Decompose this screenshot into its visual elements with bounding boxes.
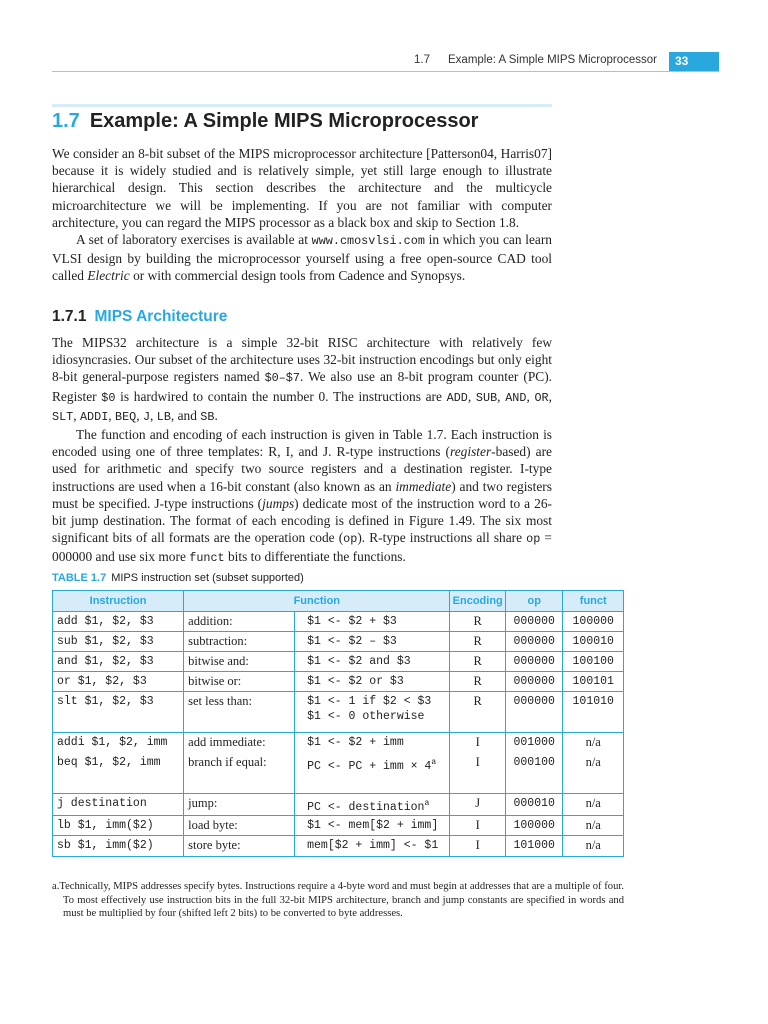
section-heading [52,110,478,133]
col-header-funct: funct [563,591,624,612]
instr-name: SB [200,409,215,424]
para3-end: . [214,407,218,423]
running-header [52,52,719,72]
op-cell: 000000 [505,692,563,733]
funct-cell: n/a [563,753,624,794]
term-register: register [450,444,492,460]
intro-text [52,145,552,285]
table-row [53,835,624,856]
sep: , [526,388,535,404]
funct-cell: n/a [563,794,624,816]
table-caption-text: MIPS instruction set (subset supported) [111,572,304,584]
register-range: $0–$7 [264,371,300,386]
instr-name: LB [156,409,171,424]
funct-cell: 100010 [563,632,624,652]
para4-c: ) and two registers must be specified. J-type instructions ( [52,478,552,511]
funct-cell: n/a [563,733,624,753]
encoding-cell: I [450,815,505,835]
op-cell: 000010 [505,794,563,816]
term-jumps: jumps [262,495,295,511]
instr-name: J [142,409,151,424]
running-header-section-title: Example: A Simple MIPS Microprocessor [448,54,657,66]
expr-cell [295,753,450,794]
table-row [53,733,624,753]
desc-cell: bitwise and: [184,652,295,672]
sep: , [136,407,143,423]
table-row [53,692,624,733]
sep: , [497,388,506,404]
section-number: 1.7 [52,110,80,132]
instr-name: SLT [52,409,74,424]
para4-d: ) dedicate most of the instruction word to a 26-bit jump destination. The format of each encoding is defined in Figure 1.49. The six most significant bits of all formats are the operation code ( [52,495,552,546]
sep: , [150,407,157,423]
sep: , [548,388,552,404]
op-cell: 000000 [505,672,563,692]
term-op: op [343,532,358,547]
expr-cell [295,794,450,816]
funct-cell: 100100 [563,652,624,672]
para2-mid: in which you can learn VLSI design by building the microprocessor yourself using a free open-source CAD tool called [52,232,552,284]
instr-name: ADD [446,390,468,405]
table-row [53,672,624,692]
table-row [53,794,624,816]
desc-cell: subtraction: [184,632,295,652]
expr-cell: $1 <- mem[$2 + imm] [295,815,450,835]
op-cell: 100000 [505,815,563,835]
table-footnote: a.Technically, MIPS addresses specify bytes. Instructions require a 4-byte word and must begin at addresses that are a multiple of four. To most effectively use instruction bits in the full 32-bit MIPS architecture, branch and jump constants are specified in words and must be multiplied by four (shifted left 2 bits) to be converted to byte addresses. [52,881,624,920]
desc-cell: jump: [184,794,295,816]
encoding-cell: R [450,652,505,672]
expr-text: PC <- PC + imm × 4 [307,759,432,773]
instr-cell: sb $1, imm($2) [53,835,184,856]
section-rule [52,104,552,107]
para3-b: . We also use an 8-bit program counter (PC). Register [52,369,552,404]
funct-cell: 101010 [563,692,624,733]
expr-cell: mem[$2 + imm] <- $1 [295,835,450,856]
funct-cell: n/a [563,815,624,835]
instr-cell: add $1, $2, $3 [53,612,184,632]
instr-cell: or $1, $2, $3 [53,672,184,692]
para4-b: -based) are used for arithmetic and specify two source registers and a destination register. I-type instructions are used when a 16-bit constant (also known as an [52,444,552,494]
para4-f: = 000000 and use six more [52,530,552,565]
table-row [53,753,624,794]
desc-cell: branch if equal: [184,753,295,794]
expr-line: $1 <- 1 if $2 < $3 [307,695,432,708]
op-cell: 000000 [505,632,563,652]
architecture-text [52,334,552,568]
running-header-text [414,54,657,66]
desc-cell: load byte: [184,815,295,835]
instr-cell: lb $1, imm($2) [53,815,184,835]
para2-pre: A set of laboratory exercises is available at [76,232,312,248]
register-zero: $0 [101,390,116,405]
encoding-cell: I [450,753,505,794]
desc-cell: bitwise or: [184,672,295,692]
para4-a: The function and encoding of each instruction is given in Table 1.7. Each instruction is encoded using one of three templates: R, I, and J. R-type instructions ( [52,427,552,460]
website-link[interactable]: www.cmosvlsi.com [311,234,425,249]
table-row [53,652,624,672]
col-header-op: op [505,591,563,612]
tool-name: Electric [87,268,130,284]
encoding-cell: R [450,692,505,733]
encoding-cell: J [450,794,505,816]
sep: , [467,388,476,404]
encoding-cell: R [450,612,505,632]
encoding-cell: R [450,632,505,652]
expr-cell [295,692,450,733]
op-cell: 000100 [505,753,563,794]
desc-cell: set less than: [184,692,295,733]
col-header-encoding: Encoding [450,591,505,612]
table-row [53,632,624,652]
table-row [53,612,624,632]
col-header-instruction: Instruction [53,591,184,612]
desc-cell: add immediate: [184,733,295,753]
paragraph-encoding [52,426,552,568]
para4-g: bits to differentiate the functions. [224,549,406,565]
instr-cell: addi $1, $2, imm [53,733,184,753]
para3-a: The MIPS32 architecture is a simple 32-bit RISC architecture with relatively few idiosyncrasies. Our subset of the architecture uses 32-bit instruction encodings but only eight 8-bit general-purpose registers named [52,335,552,385]
para4-e: ). R-type instructions all share [357,530,527,546]
expr-cell: $1 <- $2 + $3 [295,612,450,632]
funct-cell: n/a [563,835,624,856]
op-cell: 101000 [505,835,563,856]
funct-cell: 100000 [563,612,624,632]
sep: , [108,407,115,423]
paragraph-intro: We consider an 8-bit subset of the MIPS microprocessor architecture [Patterson04, Harris07] because it is widely studied and is relatively simple, yet still large enough to illustrate hierarchical design. This section describes the architecture and the multicycle microarchitecture we will be implementing. If you are not familiar with computer architecture, you can regard the MIPS processor as a black box and skip to Section 1.8. [52,146,552,230]
expr-line: $1 <- 0 otherwise [307,710,425,723]
expr-cell: $1 <- $2 and $3 [295,652,450,672]
footnote-marker: a [424,799,430,808]
para3-c: is hardwired to contain the number 0. The instructions are [115,388,447,404]
instr-cell: sub $1, $2, $3 [53,632,184,652]
encoding-cell: I [450,733,505,753]
instr-name: AND [505,390,527,405]
instr-name: OR [534,390,549,405]
expr-cell: $1 <- $2 or $3 [295,672,450,692]
funct-cell: 100101 [563,672,624,692]
instruction-table [52,590,624,857]
sep: , and [170,407,201,423]
running-header-section-number: 1.7 [414,54,430,66]
para2-post: or with commercial design tools from Cadence and Synopsys. [129,268,466,284]
table-row [53,815,624,835]
instr-cell: and $1, $2, $3 [53,652,184,672]
paragraph-architecture [52,334,552,426]
encoding-cell: I [450,835,505,856]
footnote-marker: a [431,757,437,767]
term-immediate: immediate [395,478,452,494]
instr-name: SUB [475,390,498,405]
desc-cell: store byte: [184,835,295,856]
encoding-cell: R [450,672,505,692]
subsection-title: MIPS Architecture [94,308,228,325]
expr-cell: $1 <- $2 – $3 [295,632,450,652]
table-label: TABLE 1.7 [52,572,107,584]
col-header-function: Function [184,591,450,612]
sep: , [73,407,80,423]
expr-text: PC <- destination [307,800,425,814]
op-cell: 000000 [505,612,563,632]
expr-cell: $1 <- $2 + imm [295,733,450,753]
page-number: 33 [669,52,719,71]
instr-name: ADDI [79,409,109,424]
op-cell: 001000 [505,733,563,753]
instr-cell: slt $1, $2, $3 [53,692,184,733]
desc-cell: addition: [184,612,295,632]
table-header-row [53,591,624,612]
section-title: Example: A Simple MIPS Microprocessor [89,110,479,132]
instr-cell: beq $1, $2, imm [53,753,184,794]
instr-name: BEQ [114,409,137,424]
subsection-heading [52,308,227,326]
op-cell: 000000 [505,652,563,672]
instr-cell: j destination [53,794,184,816]
paragraph-lab-exercises [52,231,552,285]
table-caption [52,572,304,584]
term-op: op [526,532,541,547]
subsection-number: 1.7.1 [52,308,87,325]
term-funct: funct [189,551,225,566]
